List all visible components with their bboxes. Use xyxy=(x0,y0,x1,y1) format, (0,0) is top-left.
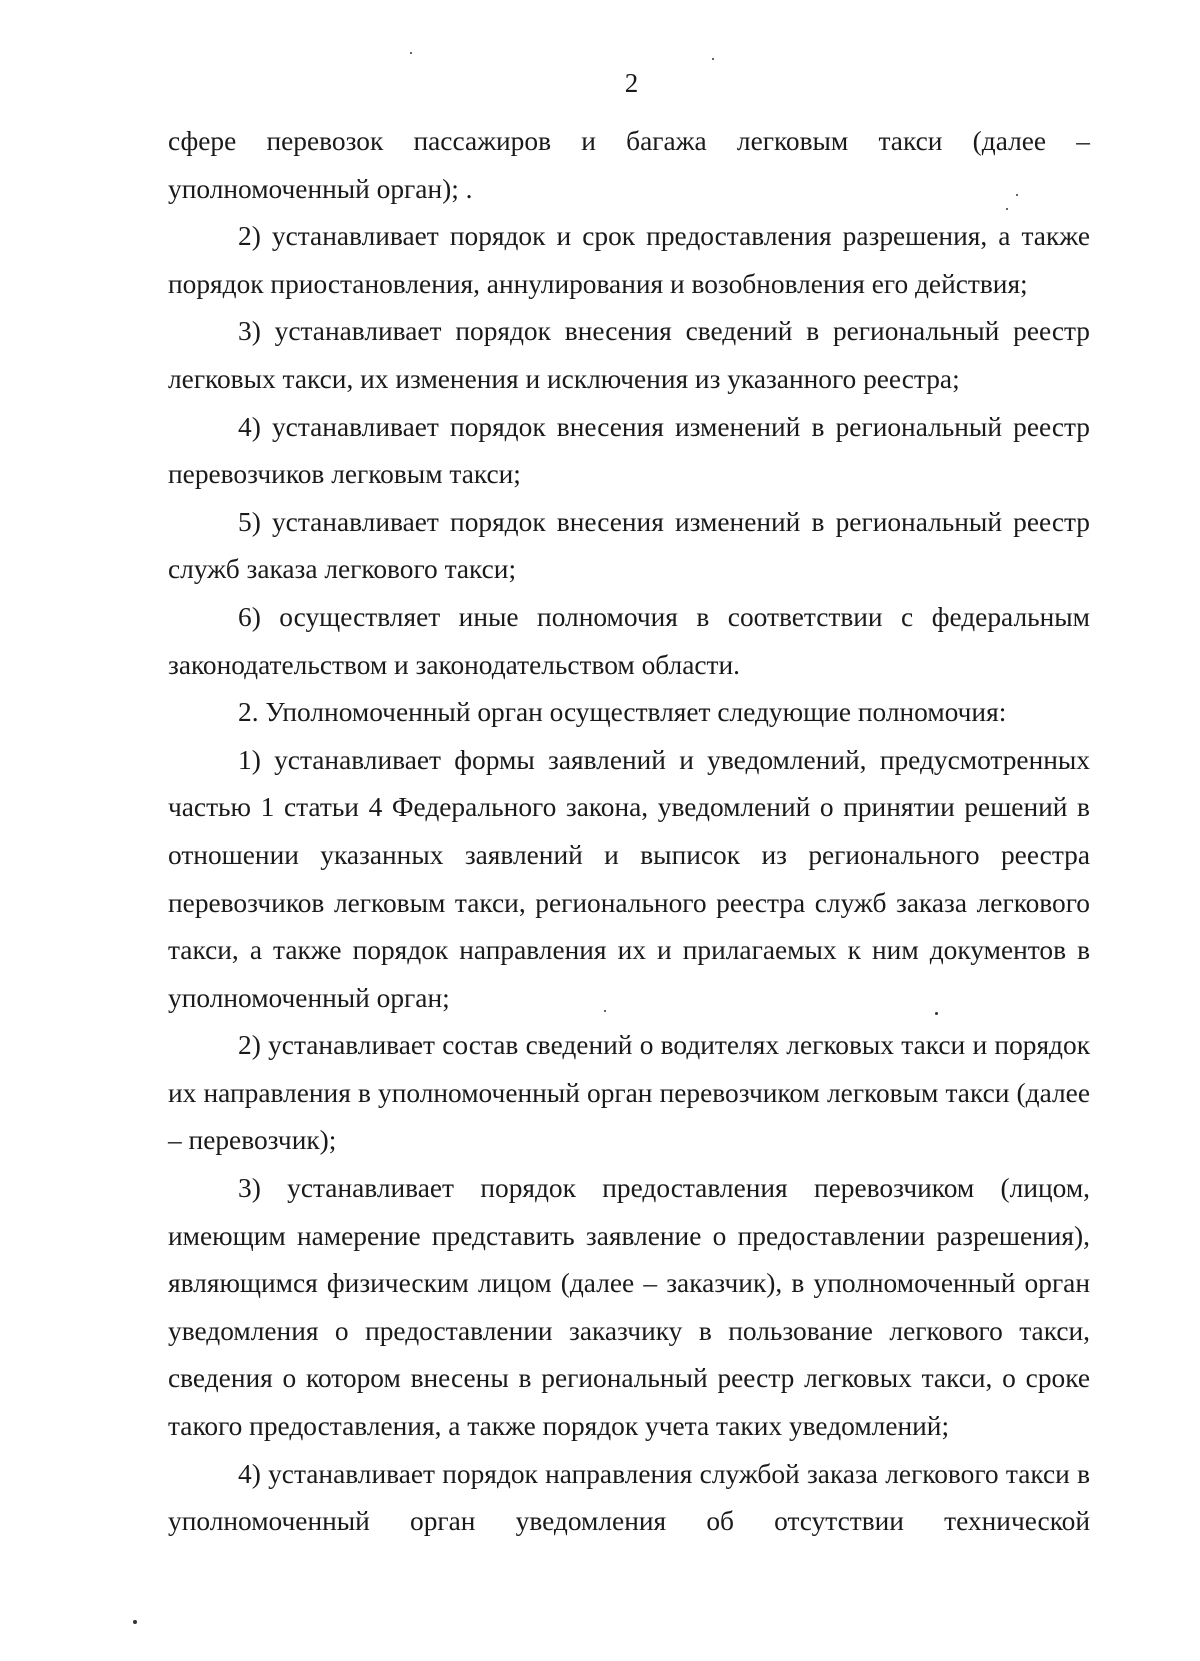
scan-speck xyxy=(1006,208,1008,210)
paragraph-item-4: 4) устанавливает порядок внесения изменений в региональный реестр перевозчиков легковым такси; xyxy=(168,411,1090,490)
scan-speck xyxy=(410,52,412,54)
paragraph-continuation: сфере перевозок пассажиров и багажа легковым такси (далее – уполномоченный орган); . xyxy=(168,126,1090,204)
paragraph-item-3: 3) устанавливает порядок внесения сведений в региональный реестр легковых такси, их изменения и исключения из указанного реестра; xyxy=(168,316,1090,394)
scan-speck xyxy=(1016,194,1018,196)
document-text xyxy=(168,118,1090,1546)
paragraph-item-6: 6) осуществляет иные полномочия в соответствии с федеральным законодательством и законодательством области. xyxy=(168,601,1090,680)
scan-speck xyxy=(712,58,714,60)
section-2-item-4: 4) устанавливает порядок направления службой заказа легкового такси в уполномоченный орган уведомления об отсутствии технической xyxy=(168,1458,1090,1537)
scan-speck xyxy=(604,1010,606,1012)
section-2-item-1: 1) устанавливает формы заявлений и уведомлений, предусмотренных частью 1 статьи 4 Федерального закона, уведомлений о принятии решений в отношении указанных заявлений и выписок из регионального реестра перевозчиков легковым такси, регионального реестра служб заказа легкового такси, а также порядок направления их и прилагаемых к ним документов в уполномоченный орган; xyxy=(168,744,1090,1013)
section-2-heading: 2. Уполномоченный орган осуществляет следующие полномочия: xyxy=(238,697,1007,728)
page-number: 2 xyxy=(624,68,639,98)
paragraph-item-2: 2) устанавливает порядок и срок предоставления разрешения, а также порядок приостановления, аннулирования и возобновления его действия; xyxy=(168,221,1090,299)
section-2-item-3: 3) устанавливает порядок предоставления перевозчиком (лицом, имеющим намерение представить заявление о предоставлении разрешения), являющимся физическим лицом (далее – заказчик), в уполномоченный орган уведомления о предоставлении заказчику в пользование легкового такси, сведения о котором внесены в региональный реестр легковых такси, о сроке такого предоставления, а также порядок учета таких уведомлений; xyxy=(168,1173,1090,1442)
section-2-item-2: 2) устанавливает состав сведений о водителях легковых такси и порядок их направления в уполномоченный орган перевозчиком легковым такси (далее – перевозчик); xyxy=(168,1030,1090,1156)
scan-speck xyxy=(935,1012,938,1015)
scan-speck xyxy=(133,1620,137,1624)
paragraph-item-5: 5) устанавливает порядок внесения изменений в региональный реестр служб заказа легкового такси; xyxy=(168,506,1090,585)
